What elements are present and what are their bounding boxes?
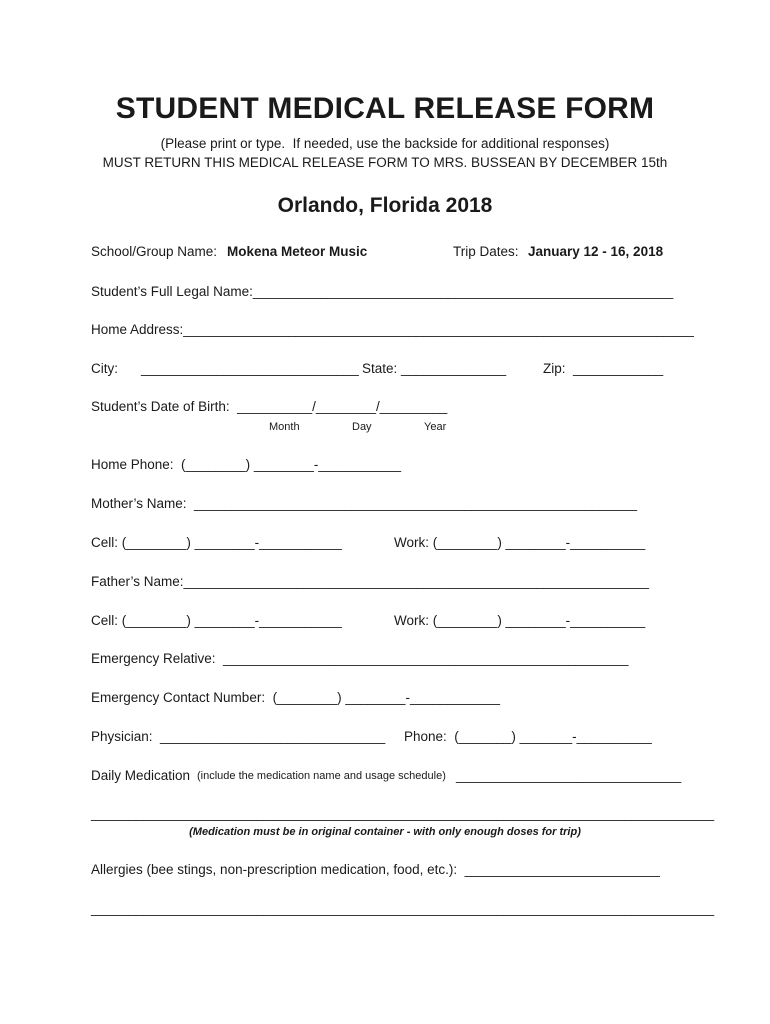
father-cell-field[interactable]: Cell: (________) ________-___________ bbox=[91, 613, 342, 628]
allergies-field[interactable]: Allergies (bee stings, non-prescription medication, food, etc.): __________________________ bbox=[91, 862, 660, 877]
date-of-birth-field[interactable]: Student’s Date of Birth: __________/________/_________ bbox=[91, 399, 448, 414]
father-work-field[interactable]: Work: (________) ________-__________ bbox=[394, 613, 646, 628]
physician-field[interactable]: Physician: ______________________________ bbox=[91, 729, 386, 744]
emergency-relative-field[interactable]: Emergency Relative: ______________________________________________________ bbox=[91, 651, 629, 666]
form-subtitle: (Please print or type. If needed, use the backside for additional responses) bbox=[160, 136, 610, 151]
form-title: STUDENT MEDICAL RELEASE FORM bbox=[115, 92, 655, 125]
father-name-field[interactable]: Father’s Name:______________________________________________________________ bbox=[91, 574, 650, 589]
city-label: City: bbox=[91, 361, 118, 376]
home-phone-field[interactable]: Home Phone: (________) ________-___________ bbox=[91, 457, 402, 472]
trip-dates-value: January 12 - 16, 2018 bbox=[528, 244, 664, 259]
city-field[interactable]: _____________________________ bbox=[141, 361, 359, 376]
school-group-label: School/Group Name: bbox=[91, 244, 218, 259]
dob-year-caption: Year bbox=[424, 421, 447, 433]
daily-medication-line-2[interactable]: ___________________________________________________________________________________ bbox=[91, 806, 715, 821]
allergies-line-2[interactable]: ___________________________________________________________________________________ bbox=[91, 901, 715, 916]
dob-month-caption: Month bbox=[269, 421, 300, 433]
student-name-field[interactable]: Student’s Full Legal Name:________________________________________________________ bbox=[91, 284, 674, 299]
zip-field[interactable]: Zip: ____________ bbox=[543, 361, 664, 376]
physician-phone-field[interactable]: Phone: (_______) _______-__________ bbox=[404, 729, 652, 744]
dob-day-caption: Day bbox=[352, 421, 372, 433]
trip-location: Orlando, Florida 2018 bbox=[277, 194, 493, 217]
medication-note: (Medication must be in original container - with only enough doses for trip) bbox=[189, 826, 581, 838]
daily-medication-label: Daily Medication bbox=[91, 768, 191, 783]
mother-name-field[interactable]: Mother’s Name: ___________________________________________________________ bbox=[91, 496, 638, 511]
daily-medication-field[interactable]: ______________________________ bbox=[456, 768, 682, 783]
mother-cell-field[interactable]: Cell: (________) ________-___________ bbox=[91, 535, 342, 550]
return-notice: MUST RETURN THIS MEDICAL RELEASE FORM TO MRS. BUSSEAN BY DECEMBER 15th bbox=[102, 155, 668, 170]
state-field[interactable]: State: ______________ bbox=[362, 361, 507, 376]
daily-medication-hint: (include the medication name and usage schedule) bbox=[197, 770, 446, 782]
mother-work-field[interactable]: Work: (________) ________-__________ bbox=[394, 535, 646, 550]
emergency-contact-field[interactable]: Emergency Contact Number: (________) ________-____________ bbox=[91, 690, 501, 705]
home-address-field[interactable]: Home Address:____________________________________________________________________ bbox=[91, 322, 694, 337]
trip-dates-label: Trip Dates: bbox=[453, 244, 519, 259]
school-group-value: Mokena Meteor Music bbox=[227, 244, 368, 259]
